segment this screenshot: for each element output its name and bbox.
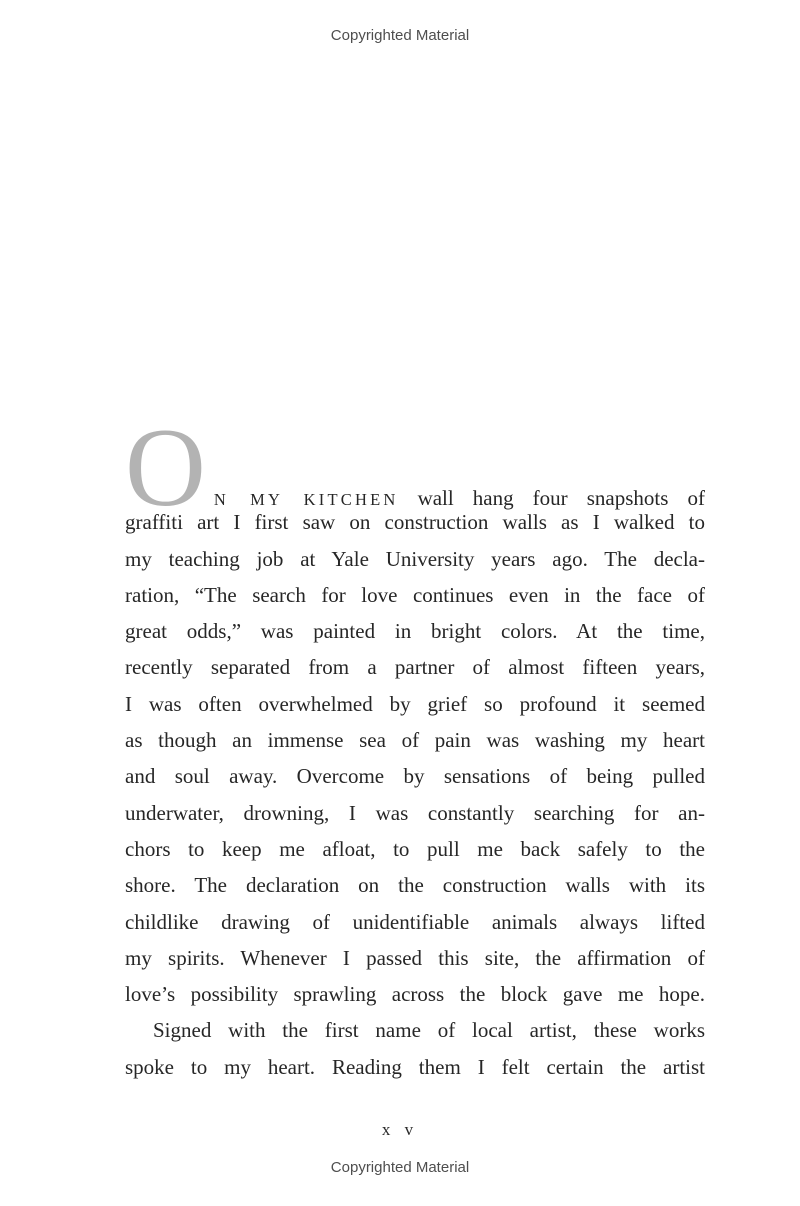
text-line: underwater, drowning, I was constantly searching for an- [125,800,705,825]
copyright-notice-bottom: Copyrighted Material [330,1159,470,1176]
opening-rest: wall hang four snapshots of [417,486,705,510]
text-line-paragraph-start: Signed with the first name of local artist, these works [153,1018,705,1043]
dropcap-letter: O [125,406,206,530]
text-line: spoke to my heart. Reading them I felt certain the artist [125,1054,705,1079]
text-line: my teaching job at Yale University years ago. The decla- [125,546,705,571]
text-line: childlike drawing of unidentifiable animals always lifted [125,909,705,934]
copyright-notice-top: Copyrighted Material [330,27,470,44]
text-line: shore. The declaration on the construction walls with its [125,873,705,898]
text-line: as though an immense sea of pain was washing my heart [125,728,705,753]
page-number: x v [381,1120,419,1139]
text-line: chors to keep me afloat, to pull me back safely to the [125,836,705,861]
text-line: I was often overwhelmed by grief so profound it seemed [125,691,705,716]
text-line: ration, “The search for love continues even in the face of [125,582,705,607]
text-line: great odds,” was painted in bright colors. At the time, [125,619,705,644]
body-text-block [125,406,705,1085]
text-line: recently separated from a partner of almost fifteen years, [125,655,705,680]
text-line: graffiti art I first saw on construction walls as I walked to [125,510,705,535]
opening-smallcaps: N MY KITCHEN [213,490,399,509]
text-line: my spirits. Whenever I passed this site, the affirmation of [125,945,705,970]
text-line: love’s possibility sprawling across the block gave me hope. [125,982,705,1007]
text-line: and soul away. Overcome by sensations of being pulled [125,764,705,789]
